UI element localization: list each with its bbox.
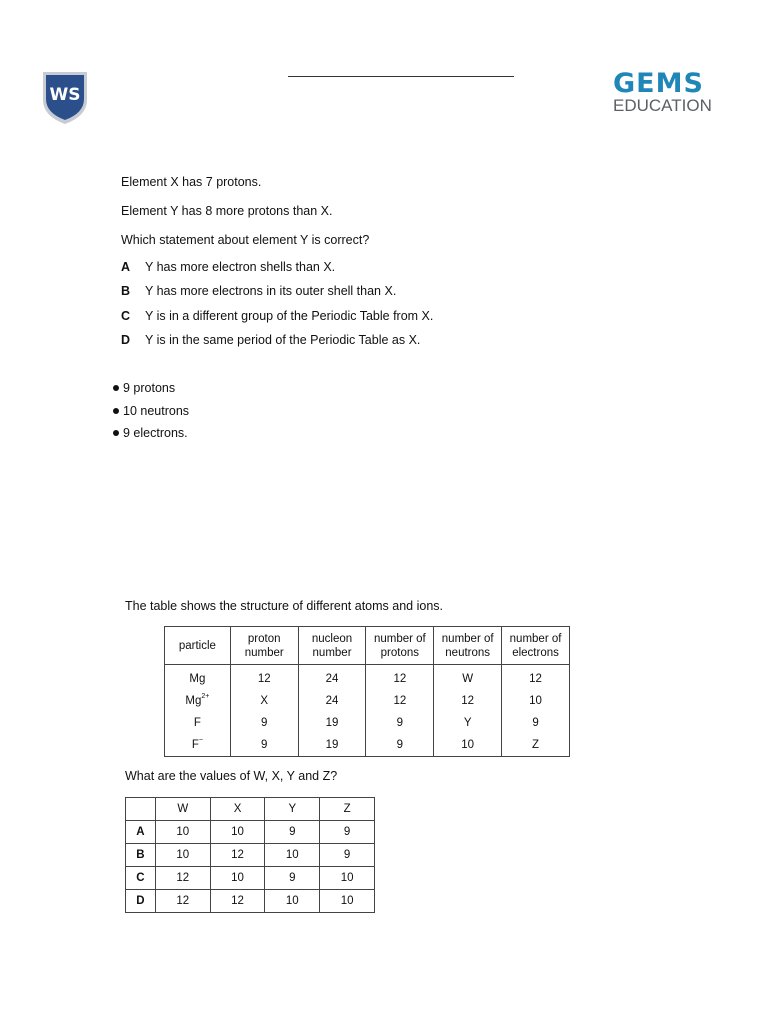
- header-cell: number of protons: [366, 627, 434, 665]
- education-wordmark: EDUCATION: [613, 96, 712, 115]
- row-label: D: [126, 890, 156, 913]
- table-cell: 9: [230, 734, 298, 757]
- row-label: B: [126, 844, 156, 867]
- header-cell: [126, 798, 156, 821]
- bullet-item: [113, 381, 175, 395]
- answer-row-c: [126, 867, 375, 890]
- particle-cell: F−: [165, 734, 231, 757]
- q3-question: What are the values of W, X, Y and Z?: [125, 769, 338, 783]
- table-cell: 9: [265, 821, 320, 844]
- table-cell: 12: [366, 665, 434, 691]
- particle-cell: Mg: [165, 665, 231, 691]
- option-text: Y has more electrons in its outer shell than X.: [145, 284, 397, 298]
- q3-intro: The table shows the structure of different atoms and ions.: [125, 599, 443, 613]
- table-cell: 9: [320, 844, 375, 867]
- table-cell: 9: [265, 867, 320, 890]
- table-cell: 19: [298, 712, 366, 734]
- table-cell: 10: [210, 867, 265, 890]
- option-text: Y is in a different group of the Periodic Table from X.: [145, 309, 434, 323]
- table-cell: 10: [502, 690, 570, 712]
- header-cell: W: [155, 798, 210, 821]
- table-cell: 9: [230, 712, 298, 734]
- table-cell: 9: [502, 712, 570, 734]
- header-cell: proton number: [230, 627, 298, 665]
- table-row: [165, 734, 570, 757]
- table-cell: 10: [320, 890, 375, 913]
- answer-row-a: [126, 821, 375, 844]
- particle-structure-table: [164, 626, 570, 757]
- header-cell: X: [210, 798, 265, 821]
- header-cell: number of neutrons: [434, 627, 502, 665]
- table-cell: 12: [230, 665, 298, 691]
- table-row: [165, 665, 570, 691]
- table-cell: 12: [210, 844, 265, 867]
- q1-line1: Element X has 7 protons.: [121, 175, 262, 189]
- table-cell: 10: [265, 844, 320, 867]
- title-underline: [288, 76, 514, 77]
- bullet-text: 10 neutrons: [123, 404, 190, 418]
- header-cell: number of electrons: [502, 627, 570, 665]
- row-label: C: [126, 867, 156, 890]
- particle-cell: $Mg^{2+}$: [165, 690, 231, 712]
- bullet-item: [113, 404, 189, 418]
- table-cell: W: [434, 665, 502, 691]
- school-crest-logo: [40, 68, 90, 126]
- table-cell: 12: [434, 690, 502, 712]
- table-cell: 9: [320, 821, 375, 844]
- option-text: Y has more electron shells than X.: [145, 260, 336, 274]
- option-letter: C: [121, 309, 131, 323]
- crest-lettering: WS: [49, 85, 81, 105]
- table-cell: 12: [366, 690, 434, 712]
- header-cell: Z: [320, 798, 375, 821]
- bullet-text: 9 protons: [123, 381, 176, 395]
- table-cell: 19: [298, 734, 366, 757]
- bullet-dot-icon: [113, 408, 119, 414]
- option-letter: D: [121, 333, 131, 347]
- q1-question: Which statement about element Y is correct?: [121, 233, 370, 247]
- q1-line2: Element Y has 8 more protons than X.: [121, 204, 333, 218]
- table-cell: 10: [155, 844, 210, 867]
- header-cell: nucleon number: [298, 627, 366, 665]
- header-cell: particle: [165, 627, 231, 665]
- table-cell: 12: [502, 665, 570, 691]
- table-cell: 10: [155, 821, 210, 844]
- row-label: A: [126, 821, 156, 844]
- table-cell: 9: [366, 712, 434, 734]
- table-cell: 10: [320, 867, 375, 890]
- table-cell: Y: [434, 712, 502, 734]
- table-cell: 10: [265, 890, 320, 913]
- table-cell: 12: [210, 890, 265, 913]
- table-cell: 10: [434, 734, 502, 757]
- header-cell: Y: [265, 798, 320, 821]
- bullet-item: [113, 426, 188, 440]
- table-cell: 12: [155, 890, 210, 913]
- table-cell: 9: [366, 734, 434, 757]
- option-letter: A: [121, 260, 131, 274]
- answer-row-d: [126, 890, 375, 913]
- table-row: [165, 712, 570, 734]
- table-cell: 24: [298, 690, 366, 712]
- gems-wordmark: GEMS: [613, 68, 704, 99]
- bullet-dot-icon: [113, 385, 119, 391]
- answer-row-b: [126, 844, 375, 867]
- answer-options-table: [125, 797, 375, 913]
- gems-education-logo: [613, 68, 712, 120]
- table-cell: 12: [155, 867, 210, 890]
- table-row: [165, 690, 570, 712]
- option-text: Y is in the same period of the Periodic Table as X.: [145, 333, 421, 347]
- bullet-dot-icon: [113, 430, 119, 436]
- option-letter: B: [121, 284, 131, 298]
- bullet-text: 9 electrons.: [123, 426, 188, 440]
- table-cell: X: [230, 690, 298, 712]
- table-cell: 10: [210, 821, 265, 844]
- table-cell: Z: [502, 734, 570, 757]
- particle-cell: F: [165, 712, 231, 734]
- table-cell: 24: [298, 665, 366, 691]
- shield-icon: [40, 68, 90, 126]
